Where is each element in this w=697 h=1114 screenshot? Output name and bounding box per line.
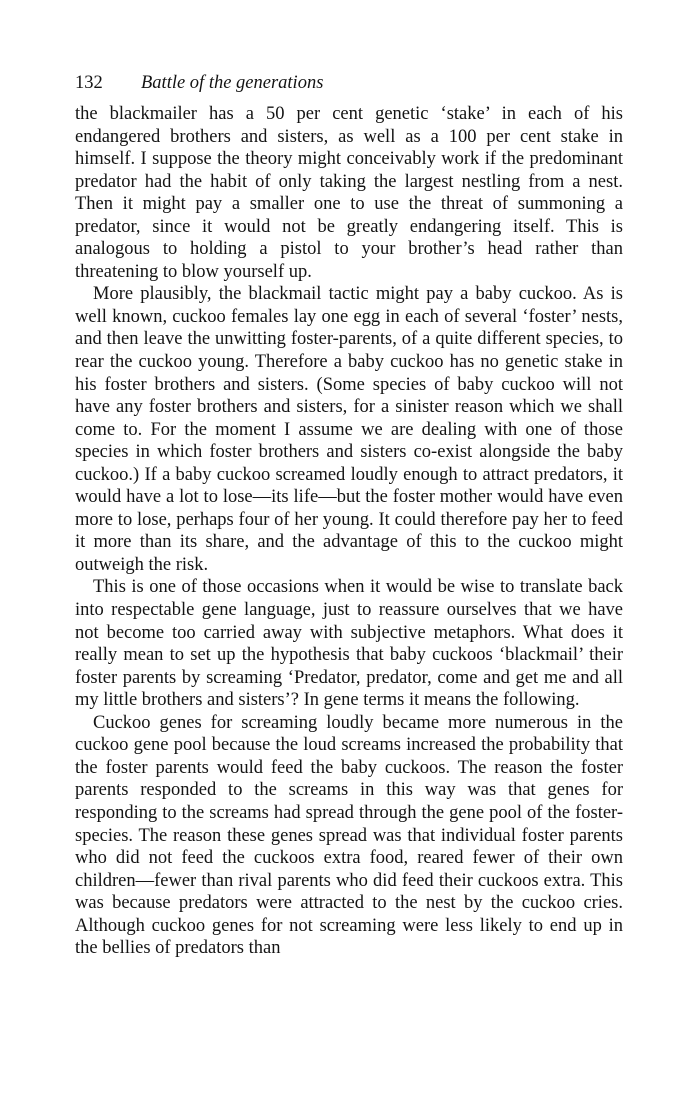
running-title: Battle of the generations: [141, 73, 324, 93]
page-number: 132: [75, 73, 103, 93]
paragraph: Cuckoo genes for screaming loudly became more numerous in the cuckoo gene pool because the loud screams increased the probability that the foster parents would feed the baby cuckoos. The reason the foster parents responded to the screams in this way was that genes for responding to the screams had spread through the gene pool of the foster-species. The reason these genes spread was that individual foster parents who did not feed the cuckoos extra food, reared fewer of their own children—fewer than rival parents who did feed their cuckoos extra. This was because predators were attracted to the nest by the cuckoo cries. Although cuckoo genes for not screaming were less likely to end up in the bellies of predators than: [75, 712, 623, 959]
body-text: [75, 103, 623, 960]
paragraph: the blackmailer has a 50 per cent genetic ‘stake’ in each of his endangered brothers and sisters, as well as a 100 per cent stake in himself. I suppose the theory might conceivably work if the predominant predator had the habit of only taking the largest nestling from a nest. Then it might pay a smaller one to use the threat of summoning a predator, since it would not be greatly endangering itself. This is analogous to holding a pistol to your brother’s head rather than threatening to blow yourself up.: [75, 104, 623, 282]
running-head: [75, 70, 623, 96]
paragraph: This is one of those occasions when it would be wise to translate back into respectable gene language, just to reassure ourselves that we have not become too carried away with subjective metaphors. What does it really mean to set up the hypothesis that baby cuckoos ‘blackmail’ their foster parents by screaming ‘Predator, predator, come and get me and all my little brothers and sisters’? In gene terms it means the following.: [75, 577, 623, 711]
paragraph: More plausibly, the blackmail tactic might pay a baby cuckoo. As is well known, cuckoo females lay one egg in each of several ‘foster’ nests, and then leave the unwitting foster-parents, of a quite different species, to rear the cuckoo young. Therefore a baby cuckoo has no genetic stake in his foster brothers and sisters. (Some species of baby cuckoo will not have any foster brothers and sisters, for a sinister reason which we shall come to. For the moment I assume we are dealing with one of those species in which foster brothers and sisters co-exist alongside the baby cuckoo.) If a baby cuckoo screamed loudly enough to attract predators, it would have a lot to lose—its life—but the foster mother would have even more to lose, perhaps four of her young. It could therefore pay her to feed it more than its share, and the advantage of this to the cuckoo might outweigh the risk.: [75, 284, 623, 575]
